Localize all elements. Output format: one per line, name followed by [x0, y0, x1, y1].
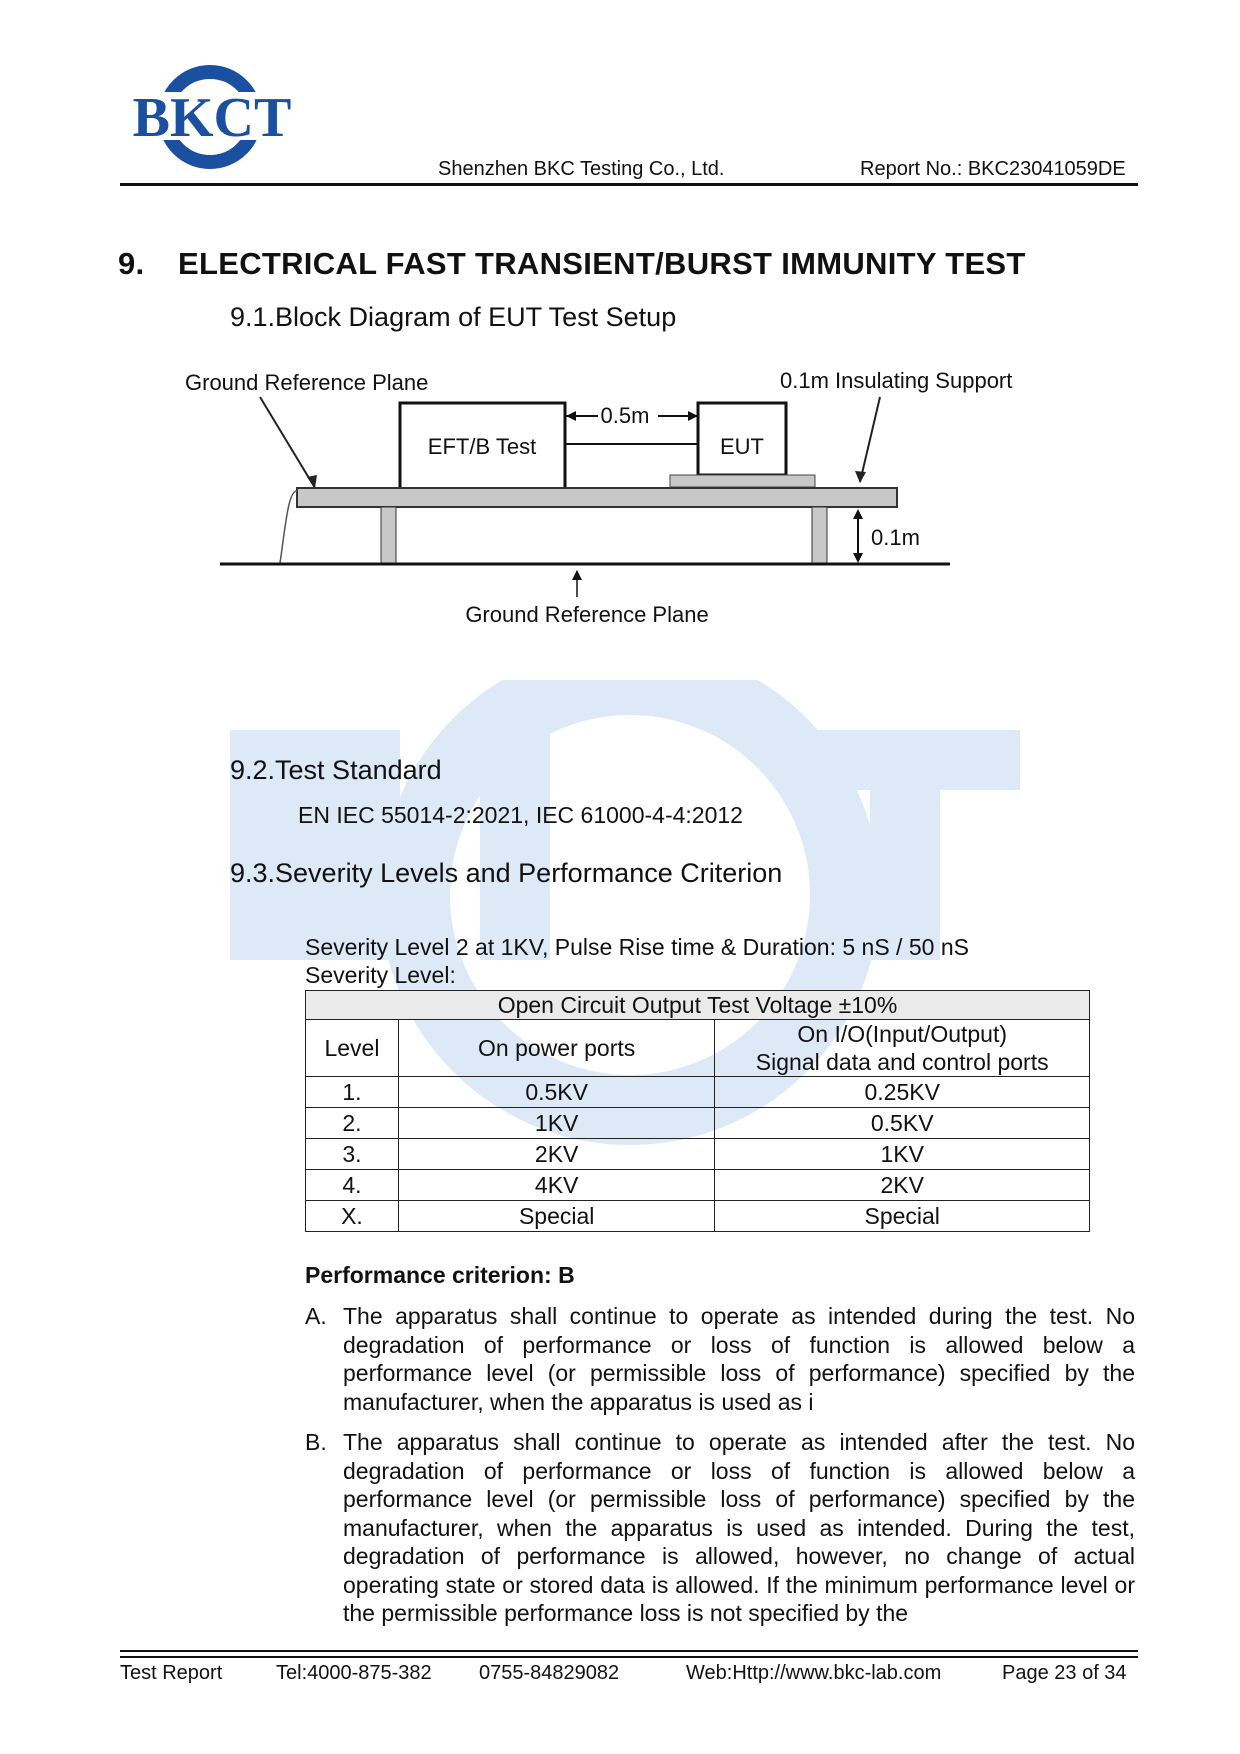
cell-io: 2KV: [715, 1170, 1090, 1201]
table-row: [306, 1201, 1090, 1232]
ground-plane-label-bottom: Ground Reference Plane: [465, 602, 709, 627]
subsection-9-2-title: 9.2.Test Standard: [230, 755, 442, 785]
footer-tel: Tel:4000-875-382: [276, 1662, 432, 1684]
footer-rule-bottom: [120, 1656, 1138, 1658]
cell-io: Special: [715, 1201, 1090, 1232]
severity-table: [305, 990, 1090, 1232]
col-power: On power ports: [398, 1020, 714, 1077]
distance-arrowhead-left: [566, 411, 576, 421]
severity-line: Severity Level 2 at 1KV, Pulse Rise time & Duration: 5 nS / 50 nS: [305, 934, 969, 960]
footer-web: Web:Http://www.bkc-lab.com: [686, 1662, 942, 1684]
arrow-insulating: [860, 397, 880, 482]
cell-power: 1KV: [398, 1108, 714, 1139]
test-standard: EN IEC 55014-2:2021, IEC 61000-4-4:2012: [298, 802, 743, 828]
cell-power: 0.5KV: [398, 1077, 714, 1108]
cell-level: X.: [306, 1201, 399, 1232]
cell-io: 1KV: [715, 1139, 1090, 1170]
footer-rule-top: [120, 1650, 1138, 1652]
footer-page: Page 23 of 34: [1002, 1662, 1127, 1684]
insulating-support: [670, 475, 815, 487]
arrowhead-ground-plane-bottom: [572, 570, 582, 580]
col-level: Level: [306, 1020, 399, 1077]
svg-text:BKCT: BKCT: [132, 87, 292, 149]
cell-power: 2KV: [398, 1139, 714, 1170]
height-label: 0.1m: [871, 525, 920, 550]
criterion-b-label: B.: [305, 1429, 327, 1455]
table-row: [306, 1170, 1090, 1201]
cell-power: Special: [398, 1201, 714, 1232]
report-number: Report No.: BKC23041059DE: [860, 158, 1126, 180]
table-row: [306, 1139, 1090, 1170]
eut-label: EUT: [720, 434, 764, 459]
cell-level: 3.: [306, 1139, 399, 1170]
cell-level: 1.: [306, 1077, 399, 1108]
ground-strap: [280, 491, 297, 563]
distance-label: 0.5m: [600, 403, 650, 428]
table-leg-left: [381, 507, 396, 563]
subsection-9-3-title: 9.3.Severity Levels and Performance Criterion: [230, 858, 783, 888]
ground-plane-label-top: Ground Reference Plane: [185, 370, 429, 395]
cell-level: 2.: [306, 1108, 399, 1139]
subsection-9-1-title: 9.1.Block Diagram of EUT Test Setup: [230, 302, 677, 332]
height-arrowhead-bottom: [853, 553, 863, 563]
criterion-a-label: A.: [305, 1303, 327, 1329]
criterion-a: [305, 1302, 1135, 1416]
bkct-logo: [122, 62, 302, 172]
arrowhead-insulating: [855, 471, 866, 483]
criterion-a-text: The apparatus shall continue to operate as intended during the test. No degradation of performance or loss of function is allowed below a performance level (or permissible loss of performance) specified by the manufacturer, when the apparatus is used as i: [343, 1303, 1135, 1415]
performance-heading: Performance criterion: B: [305, 1262, 575, 1288]
arrow-ground-plane: [260, 397, 315, 488]
criterion-b: [305, 1428, 1135, 1628]
cell-power: 4KV: [398, 1170, 714, 1201]
table-leg-right: [812, 507, 827, 563]
col-io-line1: On I/O(Input/Output): [797, 1021, 1008, 1047]
cell-io: 0.25KV: [715, 1077, 1090, 1108]
severity-label: Severity Level:: [305, 962, 456, 988]
insulating-support-label: 0.1m Insulating Support: [780, 368, 1013, 393]
section-title: [118, 246, 1026, 282]
section-title-text: ELECTRICAL FAST TRANSIENT/BURST IMMUNITY TEST: [178, 246, 1026, 281]
footer-label: Test Report: [120, 1662, 223, 1684]
header-rule: [120, 183, 1138, 186]
reference-table-top: [297, 488, 897, 507]
height-arrowhead-top: [853, 509, 863, 519]
table-header-top: Open Circuit Output Test Voltage ±10%: [306, 991, 1090, 1020]
table-header-row: [306, 991, 1090, 1020]
company-name: Shenzhen BKC Testing Co., Ltd.: [438, 158, 725, 180]
table-column-headers: [306, 1020, 1090, 1077]
table-row: [306, 1077, 1090, 1108]
col-io: [715, 1020, 1090, 1077]
block-diagram: [180, 365, 1060, 665]
section-number: 9.: [118, 246, 145, 281]
footer-phone: 0755-84829082: [479, 1662, 620, 1684]
table-row: [306, 1108, 1090, 1139]
cell-io: 0.5KV: [715, 1108, 1090, 1139]
arrowhead-ground-plane: [307, 475, 317, 488]
cell-level: 4.: [306, 1170, 399, 1201]
eftb-test-label: EFT/B Test: [427, 434, 537, 459]
criterion-b-text: The apparatus shall continue to operate as intended after the test. No degradation of performance or loss of function is allowed below a performance level (or permissible loss of performance) specified by the manufacturer, when the apparatus is used as intended. During the test, degradation of performance is allowed, however, no change of actual operating state or stored data is allowed. If the minimum performance level or the permissible performance loss is not specified by the: [343, 1429, 1135, 1626]
col-io-line2: Signal data and control ports: [755, 1049, 1049, 1075]
